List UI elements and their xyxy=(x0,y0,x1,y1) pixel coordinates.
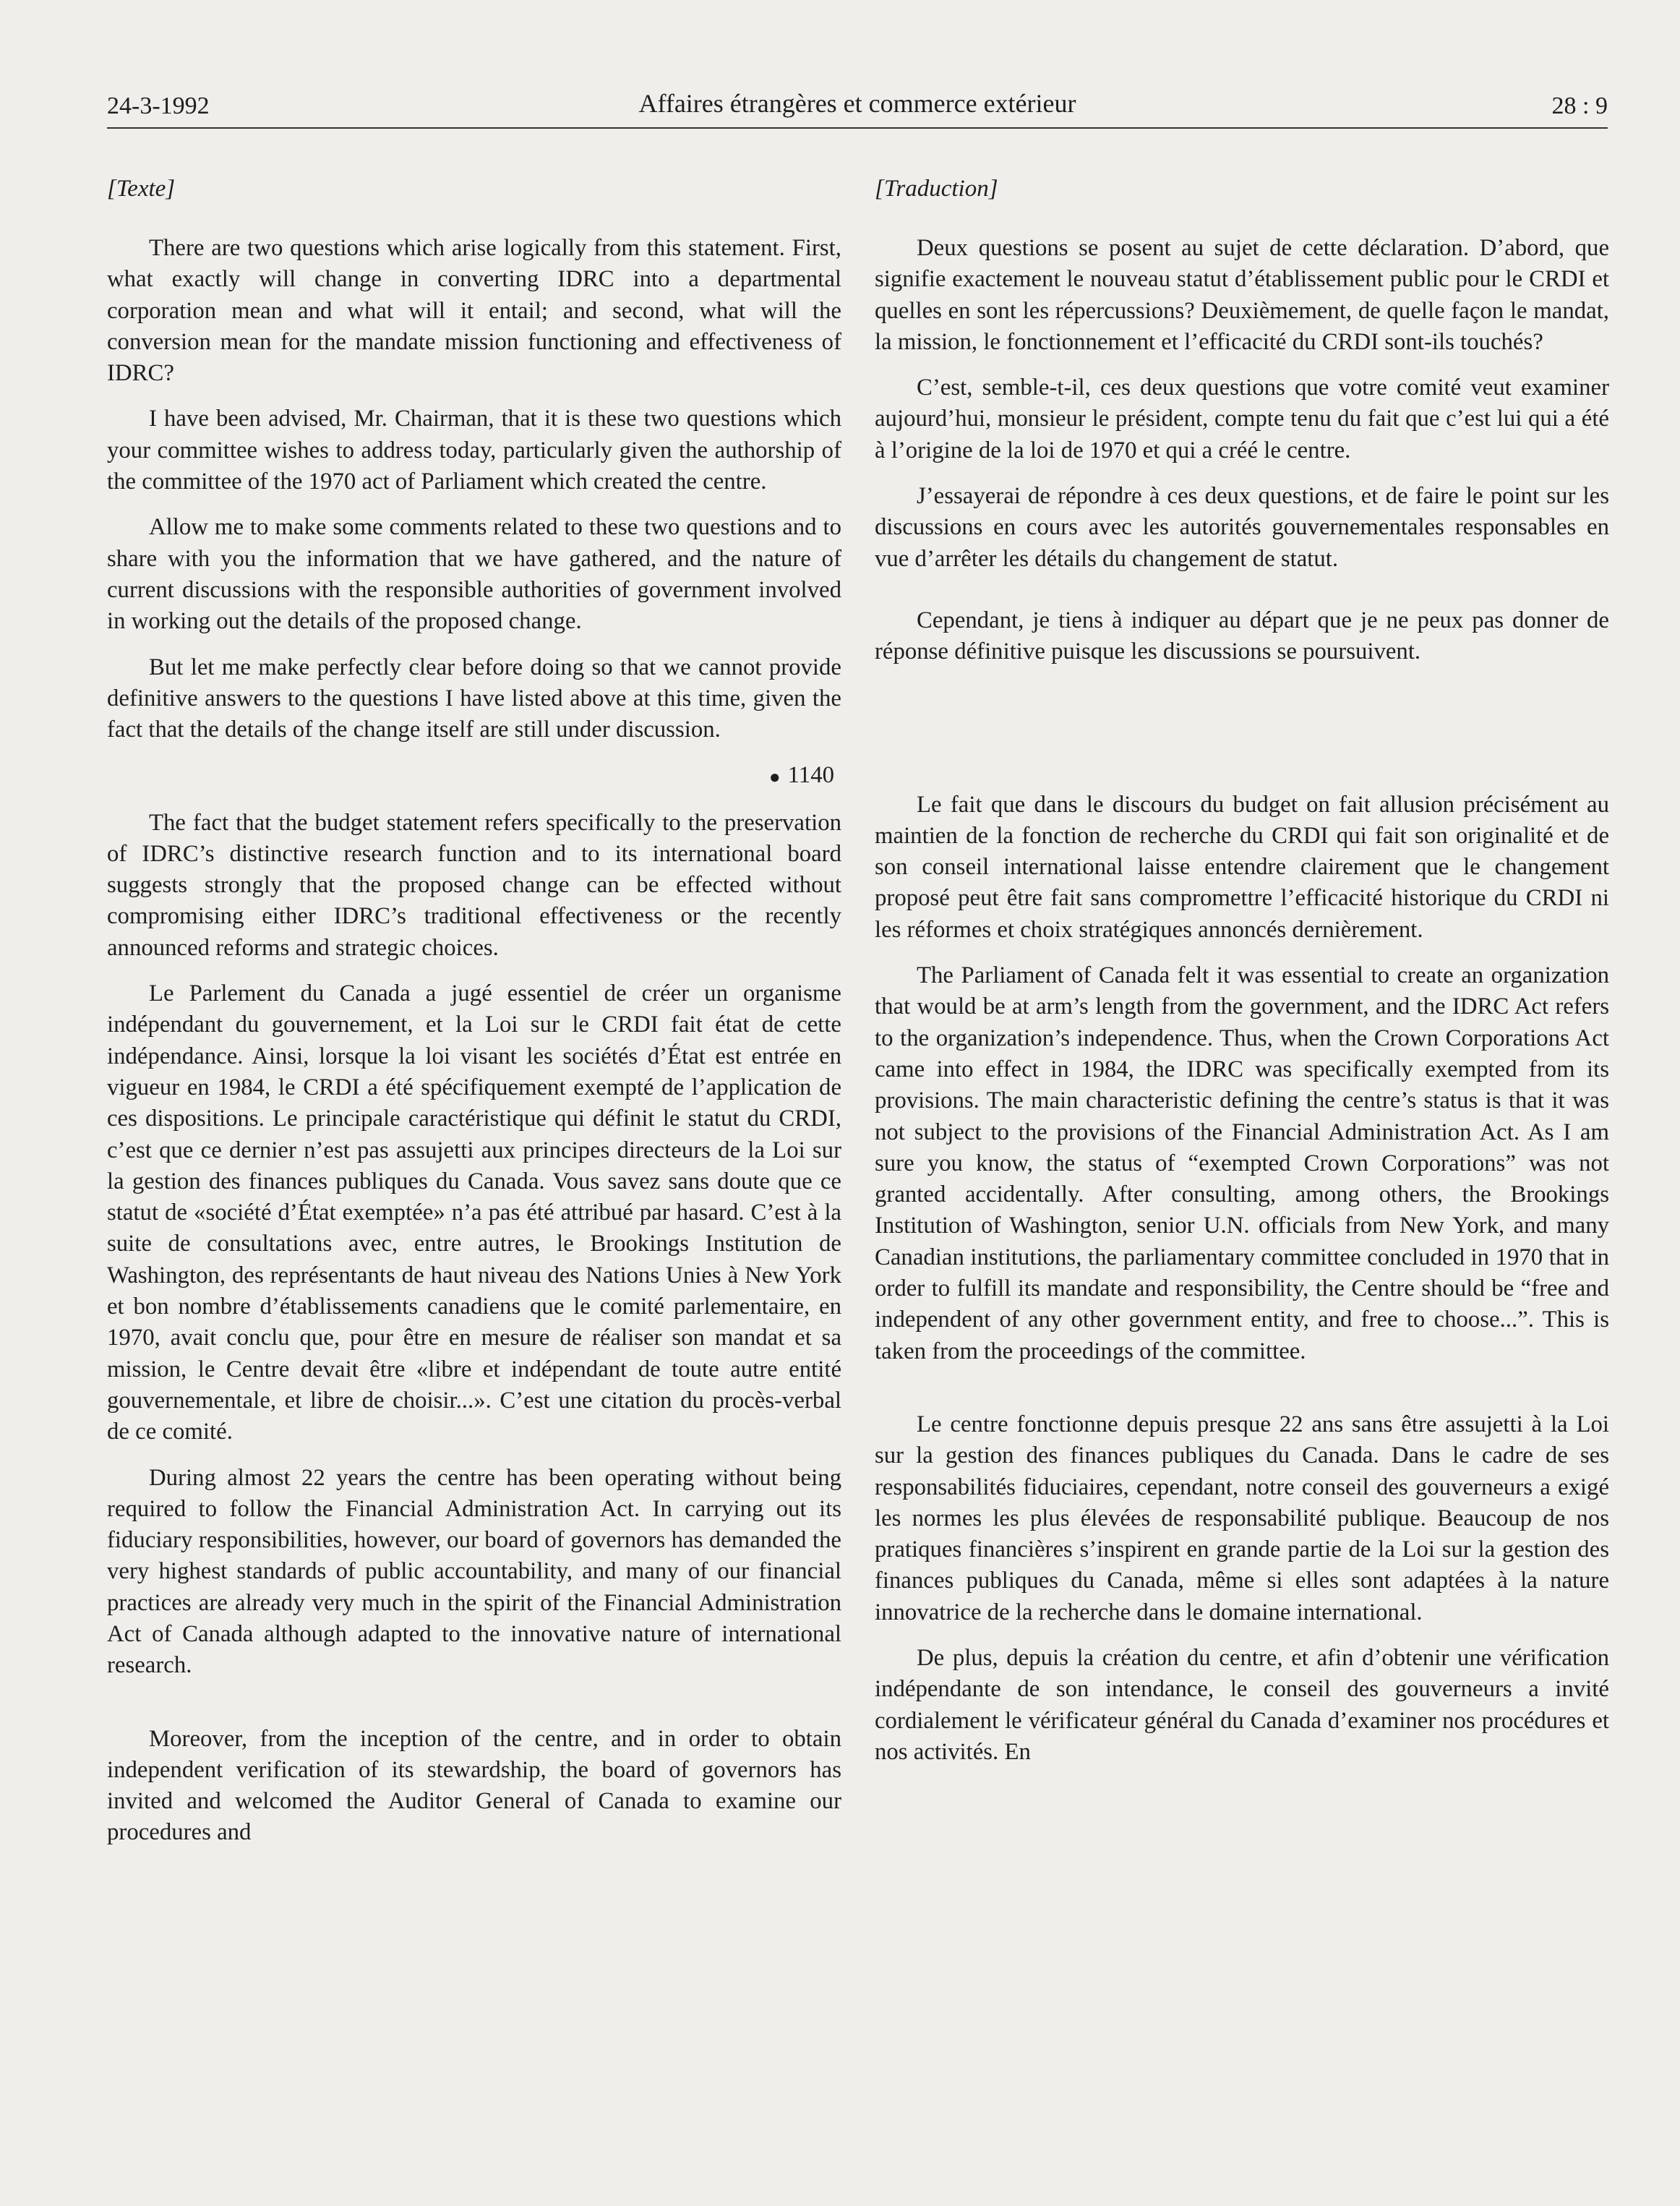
timestamp xyxy=(107,760,841,792)
header-date: 24-3-1992 xyxy=(107,93,210,119)
paragraph: C’est, semble-t-il, ces deux questions que votre comité veut examiner aujourd’hui, monsieur le président, compte tenu du fait que c’est lui qui a été à l’origine de la loi de 1970 et qui a créé le centre. xyxy=(875,375,1609,463)
page-number: 28 : 9 xyxy=(1551,93,1608,119)
right-column xyxy=(875,174,1609,1768)
paragraph: I have been advised, Mr. Chairman, that it is these two questions which your committee wishes to address today, particularly given the authorship of the committee of the 1970 act of Parliament which created the centre. xyxy=(107,406,841,495)
column-label-texte: [Texte] xyxy=(107,176,176,202)
timestamp-value: 1140 xyxy=(787,762,834,789)
paragraph: The fact that the budget statement refers specifically to the preservation of IDRC’s distinctive research function and to its international board suggests strongly that the proposed change can be effected without compromising either IDRC’s traditional effectiveness or the recently announced reforms and strategic choices. xyxy=(107,809,841,961)
paragraph: Le fait que dans le discours du budget on fait allusion précisément au maintien de la fonction de recherche du CRDI qui fait son originalité et de son conseil international laisse entendre clairement que le changement proposé peut être fait sans compromettre l’efficacité historique du CRDI ni les réformes et choix stratégiques annoncés dernièrement. xyxy=(875,791,1609,943)
paragraph: J’essayerai de répondre à ces deux questions, et de faire le point sur les discussions en cours avec les autorités gouvernementales responsables en vue d’arrêter les détails du changement de statut. xyxy=(875,483,1609,572)
header-rule xyxy=(107,127,1608,129)
left-column xyxy=(107,174,841,1849)
paragraph: The Parliament of Canada felt it was essential to create an organization that would be at arm’s length from the government, and the IDRC Act refers to the organization’s independence. Thus, when the Crown Corporations Act came into effect in 1984, the IDRC was specifically exempted from its provisions. The main characteristic defining the centre’s status is that it was not subject to the provisions of the Financial Administration Act. As I am sure you know, the status of “exempted Crown Corporations” was not granted accidentally. After consulting, among others, the Brookings Institution of Washington, senior U.N. officials from New York, and many Canadian institutions, the parliamentary committee concluded in 1970 that in order to fulfill its mandate and responsibility, the Centre should be “free and independent of any other government entity, and free to choose...”. This is taken from the proceedings of the committee. xyxy=(875,962,1609,1364)
paragraph: Cependant, je tiens à indiquer au départ que je ne peux pas donner de réponse définitive puisque les discussions se poursuivent. xyxy=(875,607,1609,665)
bullet-dot-icon: ● xyxy=(768,766,781,788)
paragraph: Allow me to make some comments related to these two questions and to share with you the information that we have gathered, and the nature of current discussions with the responsible authorities of government involved in working out the details of the proposed change. xyxy=(107,514,841,635)
column-label-traduction: [Traduction] xyxy=(875,176,998,202)
paragraph: During almost 22 years the centre has been operating without being required to follow the Financial Administration Act. In carrying out its fiduciary responsibilities, however, our board of governors has demanded the very highest standards of public accountability, and many of our financial practices are already very much in the spirit of the Financial Administration Act of Canada although adapted to the innovative nature of international research. xyxy=(107,1464,841,1679)
paragraph: There are two questions which arise logically from this statement. First, what exactly will change in converting IDRC into a departmental corporation mean and what will it entail; and second, what will the conversion mean for the mandate mission functioning and effectiveness of IDRC? xyxy=(107,235,841,387)
paragraph: Deux questions se posent au sujet de cette déclaration. D’abord, que signifie exactement le nouveau statut d’établissement public pour le CRDI et quelles en sont les répercussions? Deuxièmement, de quelle façon le mandat, la mission, le fonctionnement et l’efficacité du CRDI sont-ils touchés? xyxy=(875,235,1609,355)
paragraph: De plus, depuis la création du centre, et afin d’obtenir une vérification indépendante de son intendance, le conseil des gouverneurs a invité cordialement le vérificateur général du Canada d’examiner nos procédures et nos activités. En xyxy=(875,1644,1609,1765)
paragraph: But let me make perfectly clear before doing so that we cannot provide definitive answers to the questions I have listed above at this time, given the fact that the details of the change itself are still under discussion. xyxy=(107,654,841,743)
paragraph: Le Parlement du Canada a jugé essentiel de créer un organisme indépendant du gouvernement, et la Loi sur le CRDI fait état de cette indépendance. Ainsi, lorsque la loi visant les sociétés d’État est entrée en vigueur en 1984, le CRDI a été spécifiquement exempté de l’application de ces dispositions. Le principale caractéristique qui définit le statut du CRDI, c’est que ce dernier n’est pas assujetti aux principes directeurs de la Loi sur la gestion des finances publiques du Canada. Vous savez sans doute que ce statut de «société d’État exemptée» n’a pas été attribué par hasard. C’est à la suite de consultations avec, entre autres, le Brookings Institution de Washington, des représentants de haut niveau des Nations Unies à New York et bon nombre d’établissements canadiens que le comité parlementaire, en 1970, avait conclu que, pour être en mesure de réaliser son mandat et sa mission, le Centre devait être «libre et indépendant de toute autre entité gouvernementale, et libre de choisir...». C’est une citation du procès-verbal de ce comité. xyxy=(107,980,841,1445)
page-header xyxy=(107,85,1608,129)
header-title: Affaires étrangères et commerce extérieur xyxy=(638,89,1076,118)
paragraph: Moreover, from the inception of the centre, and in order to obtain independent verification of its stewardship, the board of governors has invited and welcomed the Auditor General of Canada to examine our procedures and xyxy=(107,1725,841,1846)
paragraph: Le centre fonctionne depuis presque 22 ans sans être assujetti à la Loi sur la gestion des finances publiques du Canada. Dans le cadre de ses responsabilités fiduciaires, cependant, notre conseil des gouverneurs a exigé les normes les plus élevées de responsabilité publique. Beaucoup de nos pratiques financières s’inspirent en grande partie de la Loi sur la gestion des finances publiques du Canada, même si elles sont adaptées à la nature innovatrice de la recherche dans le domaine international. xyxy=(875,1411,1609,1625)
